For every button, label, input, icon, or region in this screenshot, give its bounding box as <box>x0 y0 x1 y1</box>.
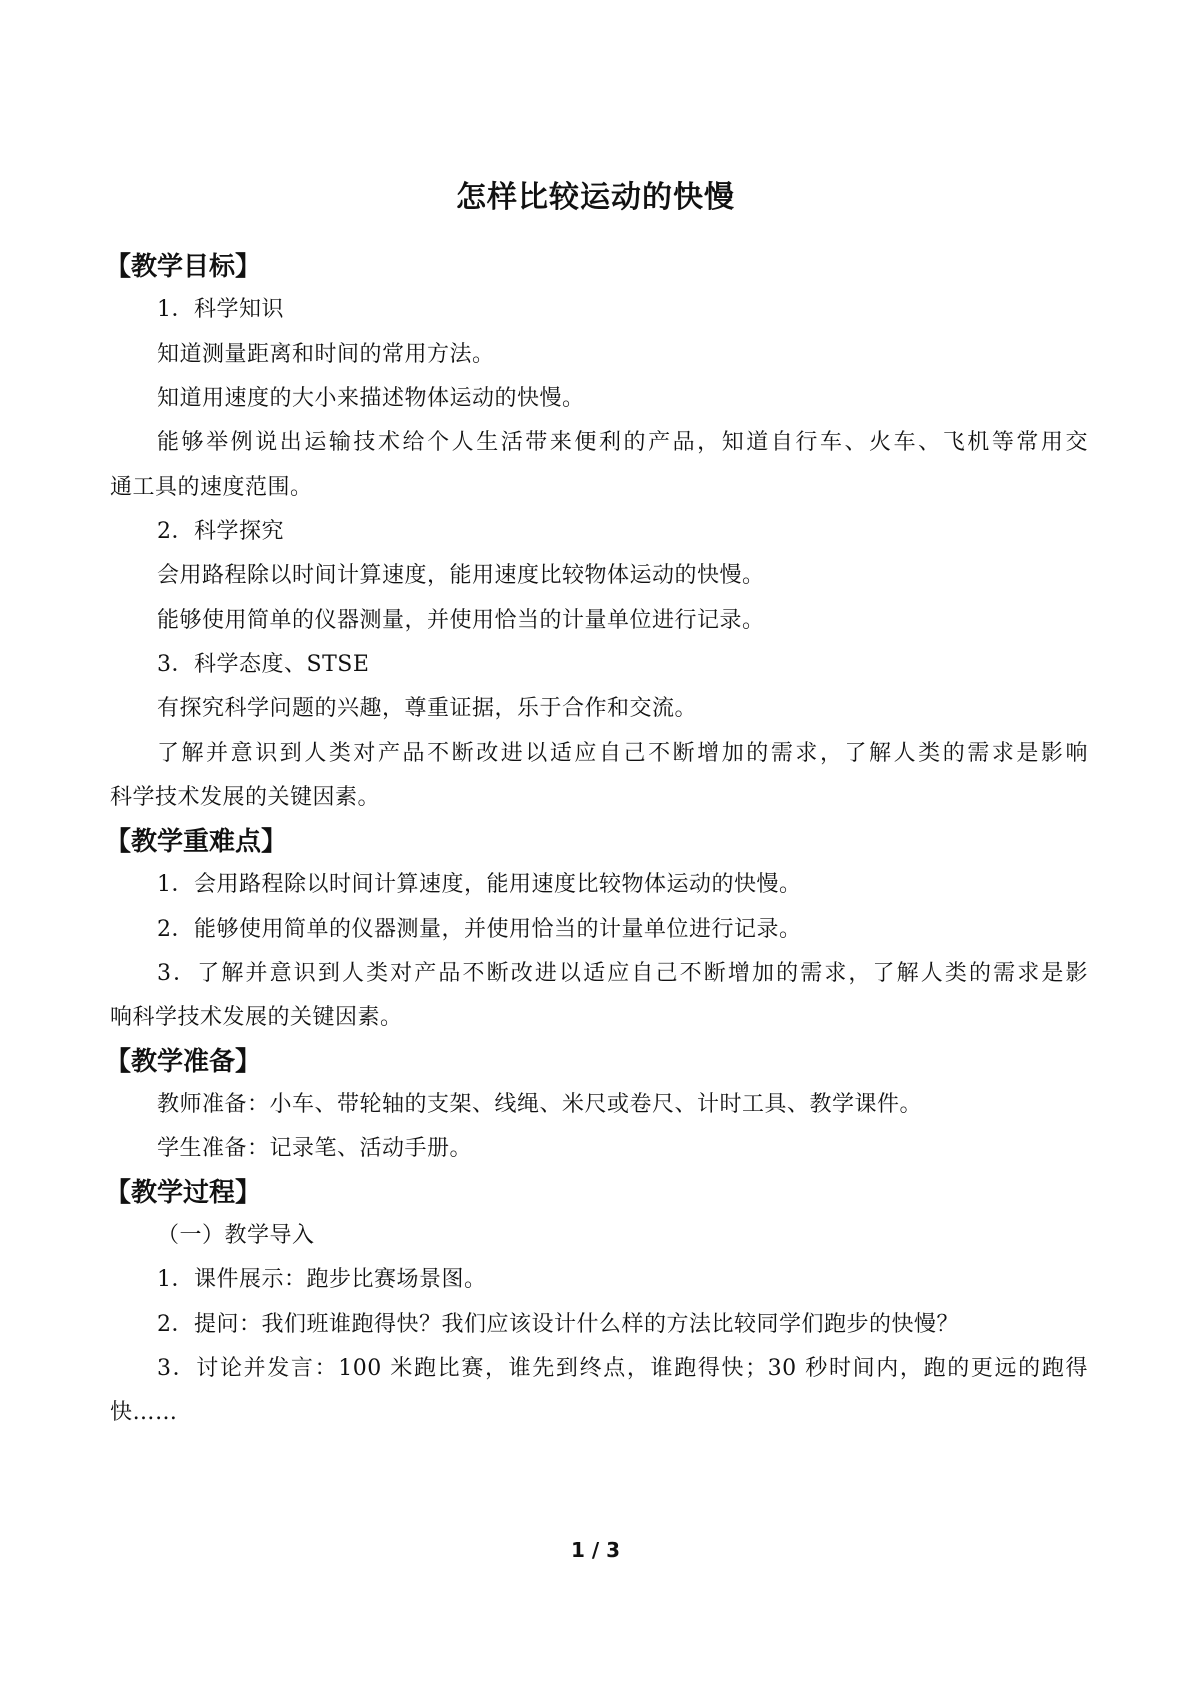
paragraph-line: 了解并意识到人类对产品不断改进以适应自己不断增加的需求，了解人类的需求是影响 <box>157 741 1088 766</box>
page-number: 1 / 3 <box>570 1538 621 1562</box>
paragraph-line: 3．讨论并发言：100 米跑比赛，谁先到终点，谁跑得快；30 秒时间内，跑的更远的跑得 <box>157 1356 1088 1381</box>
paragraph-line: 2．科学探究 <box>157 519 284 544</box>
paragraph-line: 知道测量距离和时间的常用方法。 <box>157 342 495 367</box>
paragraph-line: 1．会用路程除以时间计算速度，能用速度比较物体运动的快慢。 <box>157 872 802 897</box>
paragraph-line: 知道用速度的大小来描述物体运动的快慢。 <box>157 386 585 411</box>
paragraph-line: 响科学技术发展的关键因素。 <box>110 1005 403 1030</box>
paragraph-line: 2．能够使用简单的仪器测量，并使用恰当的计量单位进行记录。 <box>157 917 802 942</box>
paragraph-line: 会用路程除以时间计算速度，能用速度比较物体运动的快慢。 <box>157 563 765 588</box>
section-heading-process: 【教学过程】 <box>105 1178 262 1208</box>
paragraph-line: 3．了解并意识到人类对产品不断改进以适应自己不断增加的需求，了解人类的需求是影 <box>157 961 1088 986</box>
paragraph-line: 教师准备：小车、带轮轴的支架、线绳、米尺或卷尺、计时工具、教学课件。 <box>157 1092 923 1117</box>
section-heading-preparation: 【教学准备】 <box>105 1047 262 1077</box>
section-heading-key-points: 【教学重难点】 <box>105 827 288 857</box>
paragraph-line: 能够举例说出运输技术给个人生活带来便利的产品，知道自行车、火车、飞机等常用交 <box>157 430 1088 455</box>
paragraph-line: 学生准备：记录笔、活动手册。 <box>157 1136 473 1161</box>
paragraph-line: 科学技术发展的关键因素。 <box>110 785 381 810</box>
document-title: 怎样比较运动的快慢 <box>456 180 735 215</box>
section-heading-objectives: 【教学目标】 <box>105 252 262 282</box>
paragraph-line: 2．提问：我们班谁跑得快？我们应该设计什么样的方法比较同学们跑步的快慢？ <box>157 1312 959 1337</box>
paragraph-line: 1．课件展示：跑步比赛场景图。 <box>157 1267 487 1292</box>
paragraph-line: 有探究科学问题的兴趣，尊重证据，乐于合作和交流。 <box>157 696 698 721</box>
paragraph-line: 能够使用简单的仪器测量，并使用恰当的计量单位进行记录。 <box>157 608 765 633</box>
paragraph-line: 快…… <box>110 1400 178 1425</box>
paragraph-line: 1．科学知识 <box>157 297 284 322</box>
paragraph-line: 3．科学态度、STSE <box>157 652 370 677</box>
paragraph-line: （一）教学导入 <box>157 1223 315 1248</box>
paragraph-line: 通工具的速度范围。 <box>110 475 313 500</box>
